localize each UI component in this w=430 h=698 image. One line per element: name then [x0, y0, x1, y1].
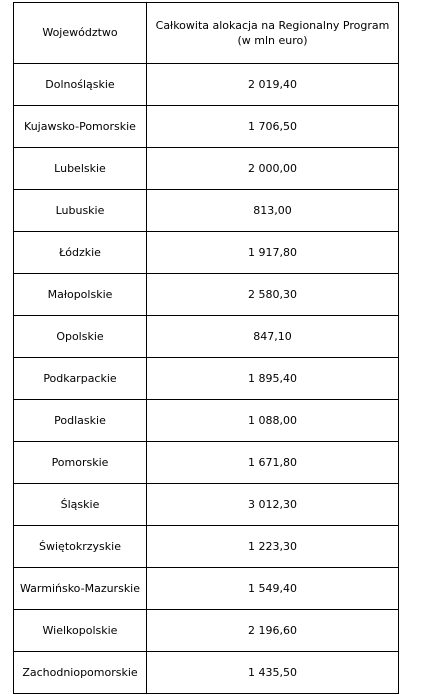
region-cell: Kujawsko-Pomorskie — [14, 106, 147, 148]
region-cell: Warmińsko-Mazurskie — [14, 568, 147, 610]
allocation-cell: 2 000,00 — [147, 148, 399, 190]
header-region: Województwo — [14, 3, 147, 64]
table-header-row — [14, 3, 399, 64]
table-row — [14, 106, 399, 148]
region-cell: Lubuskie — [14, 190, 147, 232]
allocation-cell: 1 435,50 — [147, 652, 399, 694]
table-row — [14, 232, 399, 274]
table-row — [14, 316, 399, 358]
table-row — [14, 274, 399, 316]
region-cell: Opolskie — [14, 316, 147, 358]
allocation-cell: 2 019,40 — [147, 64, 399, 106]
region-cell: Świętokrzyskie — [14, 526, 147, 568]
allocation-cell: 1 895,40 — [147, 358, 399, 400]
table-row — [14, 358, 399, 400]
allocation-cell: 1 549,40 — [147, 568, 399, 610]
table-row — [14, 568, 399, 610]
header-allocation-text: Całkowita alokacja na Regionalny Program (w mln euro) — [155, 19, 390, 47]
table-row — [14, 190, 399, 232]
table-row — [14, 484, 399, 526]
region-cell: Podkarpackie — [14, 358, 147, 400]
region-cell: Lubelskie — [14, 148, 147, 190]
table-row — [14, 400, 399, 442]
region-cell: Podlaskie — [14, 400, 147, 442]
allocation-cell: 2 196,60 — [147, 610, 399, 652]
allocation-table — [13, 2, 399, 694]
table-row — [14, 652, 399, 694]
allocation-cell: 1 223,30 — [147, 526, 399, 568]
allocation-cell: 847,10 — [147, 316, 399, 358]
allocation-cell: 813,00 — [147, 190, 399, 232]
table-row — [14, 442, 399, 484]
region-cell: Dolnośląskie — [14, 64, 147, 106]
table-row — [14, 526, 399, 568]
allocation-cell: 2 580,30 — [147, 274, 399, 316]
region-cell: Łódzkie — [14, 232, 147, 274]
allocation-cell: 1 671,80 — [147, 442, 399, 484]
allocation-cell: 1 088,00 — [147, 400, 399, 442]
allocation-cell: 1 706,50 — [147, 106, 399, 148]
header-allocation — [147, 3, 399, 64]
allocation-cell: 3 012,30 — [147, 484, 399, 526]
table-row — [14, 148, 399, 190]
region-cell: Małopolskie — [14, 274, 147, 316]
table-row — [14, 64, 399, 106]
region-cell: Pomorskie — [14, 442, 147, 484]
table-row — [14, 610, 399, 652]
allocation-table-body — [14, 3, 399, 694]
region-cell: Zachodniopomorskie — [14, 652, 147, 694]
region-cell: Śląskie — [14, 484, 147, 526]
region-cell: Wielkopolskie — [14, 610, 147, 652]
allocation-cell: 1 917,80 — [147, 232, 399, 274]
